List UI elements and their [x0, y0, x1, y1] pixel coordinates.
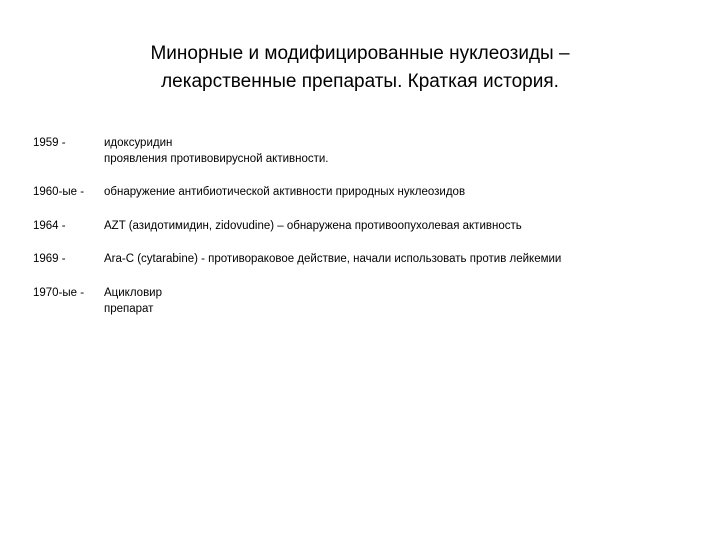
entry-description-line: Ацикловир — [104, 287, 163, 299]
entry-year: 1964 - — [33, 220, 66, 232]
entry-description-line: проявления противовирусной активности. — [104, 153, 329, 165]
entry-description — [104, 251, 694, 267]
entry-year: 1959 - — [33, 137, 66, 149]
entry-description — [104, 135, 694, 167]
entry-description-line: AZT (азидотимидин, zidovudine) – обнаружена противоопухолевая активность — [104, 220, 522, 232]
entry-year: 1960-ые - — [33, 186, 85, 198]
slide-title — [80, 40, 640, 96]
entry-description-line: обнаружение антибиотической активности природных нуклеозидов — [104, 186, 466, 198]
entry-year: 1969 - — [33, 253, 66, 265]
entry-description-line: Ara-C (cytarabine) - противораковое действие, начали использовать против лейкемии — [104, 253, 562, 265]
entry-description-line: идоксуридин — [104, 137, 173, 149]
entry-description — [104, 285, 694, 317]
entry-description — [104, 184, 694, 200]
entry-description-line: препарат — [104, 303, 154, 315]
slide-title-line-2: лекарственные препараты. Краткая история. — [161, 71, 559, 92]
entry-year: 1970-ые - — [33, 287, 85, 299]
slide-title-line-1: Минорные и модифицированные нуклеозиды – — [150, 43, 570, 64]
entry-description — [104, 218, 694, 234]
